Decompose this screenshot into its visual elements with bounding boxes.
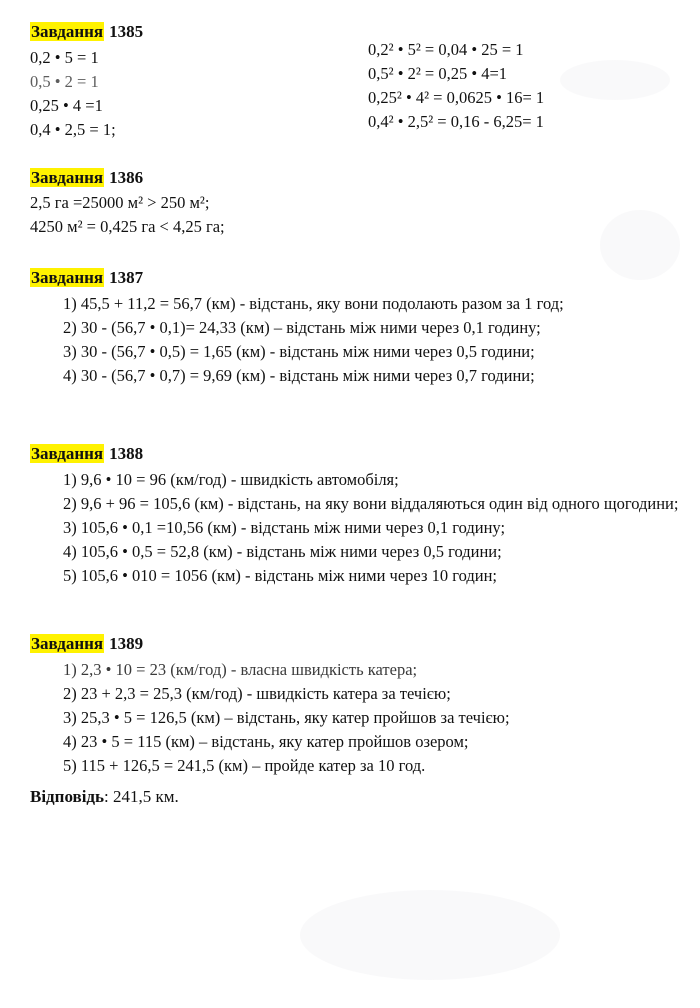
task-1389-header (30, 634, 510, 654)
solution-step: 3) 25,3 • 5 = 126,5 (км) – відстань, яку катер пройшов за течією; (63, 708, 510, 727)
solution-step: 5) 115 + 126,5 = 241,5 (км) – пройде катер за 10 год. (63, 756, 426, 775)
equation-line: 2,5 га =25000 м² > 250 м²; (30, 193, 210, 212)
equation-line: 0,25 • 4 =1 (30, 96, 103, 115)
answer-separator: : (104, 787, 109, 806)
task-1385 (30, 22, 143, 44)
equation-line: 0,2 • 5 = 1 (30, 48, 99, 67)
equation-line: 0,2² • 5² = 0,04 • 25 = 1 (368, 40, 524, 59)
solution-step: 4) 105,6 • 0,5 = 52,8 (км) - відстань між ними через 0,5 години; (63, 542, 502, 561)
solution-step: 2) 23 + 2,3 = 25,3 (км/год) - швидкість катера за течією; (63, 684, 451, 703)
answer-value: 241,5 км. (113, 787, 179, 806)
scan-smudge (300, 890, 560, 980)
task-label: Завдання (31, 444, 104, 463)
solution-step: 2) 9,6 + 96 = 105,6 (км) - відстань, на яку вони віддаляються один від одного щогодини; (63, 494, 679, 513)
task-1386-header (30, 168, 225, 188)
task-number: 1385 (109, 22, 144, 41)
solution-step: 5) 105,6 • 010 = 1056 (км) - відстань між ними через 10 годин; (63, 566, 497, 585)
task-1387 (30, 268, 700, 388)
solution-step: 2) 30 - (56,7 • 0,1)= 24,33 (км) – відстань між ними через 0,1 годину; (63, 318, 541, 337)
equation-line: 0,5² • 2² = 0,25 • 4=1 (368, 64, 508, 83)
solution-step: 1) 45,5 + 11,2 = 56,7 (км) - відстань, яку вони подолають разом за 1 год; (63, 294, 564, 313)
solution-step: 3) 30 - (56,7 • 0,5) = 1,65 (км) - відстань між ними через 0,5 години; (63, 342, 535, 361)
answer-label: Відповідь (30, 787, 105, 806)
equation-line: 0,5 • 2 = 1 (30, 72, 99, 91)
scan-smudge (560, 60, 670, 100)
task-label: Завдання (31, 22, 104, 41)
task-number: 1387 (109, 268, 144, 287)
equation-line: 0,25² • 4² = 0,0625 • 16= 1 (368, 88, 545, 107)
task-number: 1388 (109, 444, 144, 463)
task-1387-header (30, 268, 700, 288)
task-number: 1389 (109, 634, 144, 653)
task-label: Завдання (31, 634, 104, 653)
solution-step: 1) 9,6 • 10 = 96 (км/год) - швидкість автомобіля; (63, 470, 399, 489)
task-1385-right-column (368, 38, 544, 134)
task-1385-left-column (30, 46, 116, 142)
task-1385-header (30, 22, 143, 42)
equation-line: 0,4² • 2,5² = 0,16 - 6,25= 1 (368, 112, 544, 131)
solution-step: 1) 2,3 • 10 = 23 (км/год) - власна швидкість катера; (63, 660, 418, 679)
solution-step: 4) 23 • 5 = 115 (км) – відстань, яку катер пройшов озером; (63, 732, 469, 751)
equation-line: 0,4 • 2,5 = 1; (30, 120, 116, 139)
equation-line: 4250 м² = 0,425 га < 4,25 га; (30, 217, 225, 236)
task-label: Завдання (31, 168, 104, 187)
solution-step: 3) 105,6 • 0,1 =10,56 (км) - відстань між ними через 0,1 годину; (63, 518, 506, 537)
task-1388 (30, 444, 700, 588)
final-answer (30, 786, 179, 808)
task-1386 (30, 168, 225, 239)
task-1388-header (30, 444, 700, 464)
task-number: 1386 (109, 168, 144, 187)
solution-step: 4) 30 - (56,7 • 0,7) = 9,69 (км) - відстань між ними через 0,7 години; (63, 366, 535, 385)
task-label: Завдання (31, 268, 104, 287)
task-1389 (30, 634, 510, 778)
